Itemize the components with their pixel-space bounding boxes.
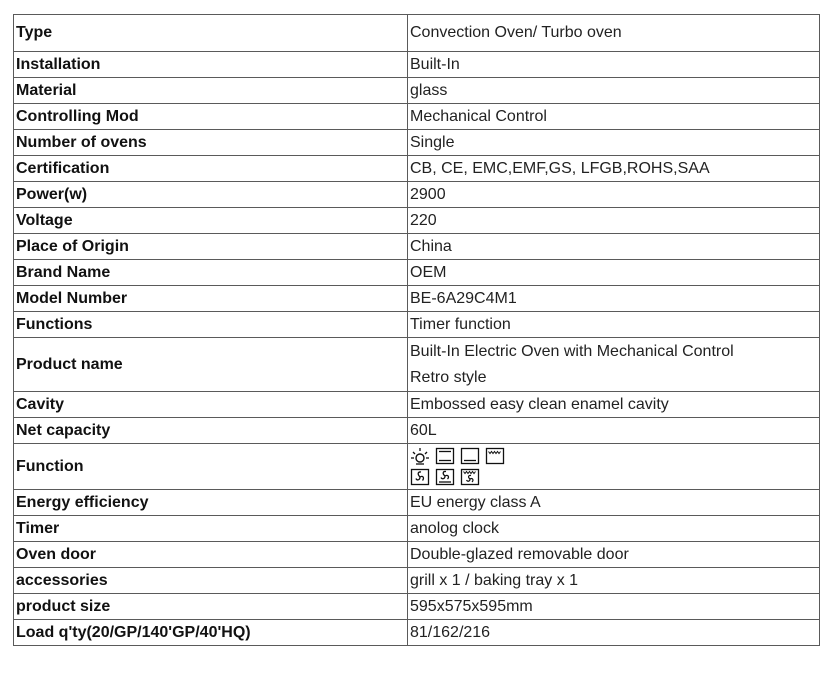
function-icons-cell bbox=[408, 444, 820, 490]
spec-label: Timer bbox=[14, 516, 408, 542]
table-row bbox=[14, 52, 820, 78]
spec-value: CB, CE, EMC,EMF,GS, LFGB,ROHS,SAA bbox=[408, 156, 820, 182]
table-row bbox=[14, 234, 820, 260]
spec-value: Embossed easy clean enamel cavity bbox=[408, 392, 820, 418]
spec-value: China bbox=[408, 234, 820, 260]
spec-label: Type bbox=[14, 15, 408, 52]
spec-value: Double-glazed removable door bbox=[408, 542, 820, 568]
table-row bbox=[14, 130, 820, 156]
spec-label: Product name bbox=[14, 338, 408, 392]
spec-value: Convection Oven/ Turbo oven bbox=[408, 15, 820, 52]
spec-label: product size bbox=[14, 594, 408, 620]
spec-value: Mechanical Control bbox=[408, 104, 820, 130]
table-row bbox=[14, 392, 820, 418]
table-row bbox=[14, 182, 820, 208]
value-line: Retro style bbox=[410, 368, 487, 386]
spec-value: 220 bbox=[408, 208, 820, 234]
table-row bbox=[14, 286, 820, 312]
spec-label: Voltage bbox=[14, 208, 408, 234]
spec-label: Model Number bbox=[14, 286, 408, 312]
spec-label: Oven door bbox=[14, 542, 408, 568]
table-row bbox=[14, 594, 820, 620]
spec-value: 81/162/216 bbox=[408, 620, 820, 646]
table-row bbox=[14, 568, 820, 594]
fan-grill-icon bbox=[460, 468, 480, 486]
spec-label: Installation bbox=[14, 52, 408, 78]
bottom-heat-icon bbox=[460, 447, 480, 465]
spec-label: Certification bbox=[14, 156, 408, 182]
table-row bbox=[14, 490, 820, 516]
table-row bbox=[14, 338, 820, 392]
spec-value: Timer function bbox=[408, 312, 820, 338]
spec-label: Controlling Mod bbox=[14, 104, 408, 130]
convection-fan-icon bbox=[410, 468, 430, 486]
spec-value: 595x575x595mm bbox=[408, 594, 820, 620]
table-row bbox=[14, 156, 820, 182]
spec-value: OEM bbox=[408, 260, 820, 286]
spec-label: Function bbox=[14, 444, 408, 490]
spec-value: anolog clock bbox=[408, 516, 820, 542]
spec-label: Material bbox=[14, 78, 408, 104]
table-row bbox=[14, 78, 820, 104]
fan-bottom-heat-icon bbox=[435, 468, 455, 486]
table-row bbox=[14, 15, 820, 52]
spec-label: Load q'ty(20/GP/140'GP/40'HQ) bbox=[14, 620, 408, 646]
spec-label: Number of ovens bbox=[14, 130, 408, 156]
oven-light-icon bbox=[410, 447, 430, 465]
spec-value: 60L bbox=[408, 418, 820, 444]
table-row bbox=[14, 444, 820, 490]
spec-label: Power(w) bbox=[14, 182, 408, 208]
spec-label: Brand Name bbox=[14, 260, 408, 286]
spec-label: Cavity bbox=[14, 392, 408, 418]
table-row bbox=[14, 516, 820, 542]
table-row bbox=[14, 208, 820, 234]
value-line: Built-In Electric Oven with Mechanical Control bbox=[410, 342, 734, 360]
spec-value: Single bbox=[408, 130, 820, 156]
spec-value: BE-6A29C4M1 bbox=[408, 286, 820, 312]
spec-table bbox=[13, 14, 820, 646]
spec-label: Net capacity bbox=[14, 418, 408, 444]
spec-label: accessories bbox=[14, 568, 408, 594]
spec-label: Functions bbox=[14, 312, 408, 338]
table-row bbox=[14, 104, 820, 130]
spec-value: glass bbox=[408, 78, 820, 104]
spec-value: grill x 1 / baking tray x 1 bbox=[408, 568, 820, 594]
table-row bbox=[14, 312, 820, 338]
spec-value bbox=[408, 338, 820, 392]
table-row bbox=[14, 542, 820, 568]
spec-label: Place of Origin bbox=[14, 234, 408, 260]
spec-value: 2900 bbox=[408, 182, 820, 208]
grill-icon bbox=[485, 447, 505, 465]
table-row bbox=[14, 620, 820, 646]
spec-label: Energy efficiency bbox=[14, 490, 408, 516]
table-row bbox=[14, 260, 820, 286]
spec-value: Built-In bbox=[408, 52, 820, 78]
top-bottom-heat-icon bbox=[435, 447, 455, 465]
spec-value: EU energy class A bbox=[408, 490, 820, 516]
table-row bbox=[14, 418, 820, 444]
